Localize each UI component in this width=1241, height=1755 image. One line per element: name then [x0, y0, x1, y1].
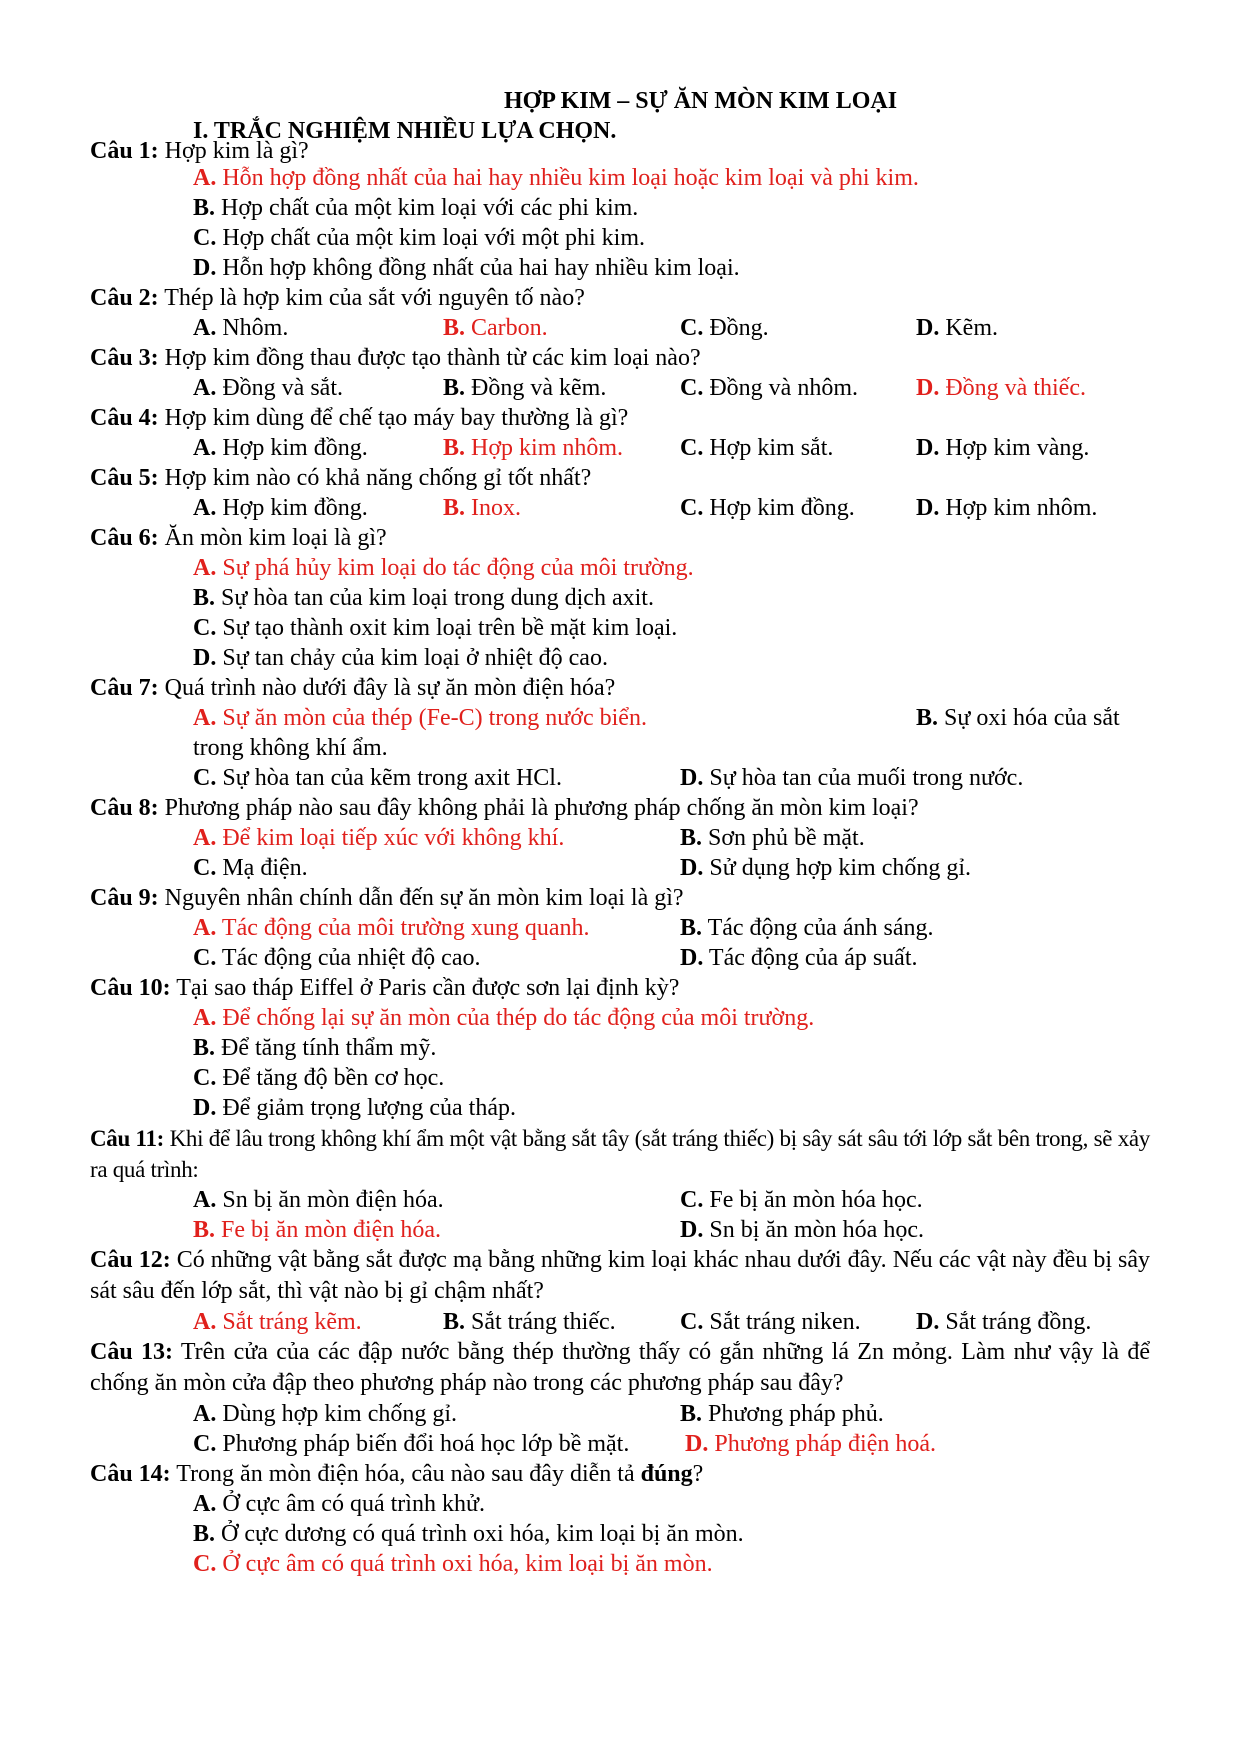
question-6: [90, 523, 1150, 554]
option-11b: B. Fe bị ăn mòn điện hóa.: [193, 1217, 441, 1243]
question-number: Câu 14:: [90, 1461, 171, 1487]
question-text: Hợp kim dùng để chế tạo máy bay thường là gì?: [164, 405, 629, 431]
question-number: Câu 2:: [90, 285, 159, 311]
question-text: Khi để lâu trong không khí ẩm một vật bằng sắt tây (sắt tráng thiếc) bị sây sát sâu tới lớp sắt bên trong, sẽ xảy ra quá trình:: [90, 1126, 1151, 1182]
option-7b-continuation: trong không khí ẩm.: [193, 735, 388, 761]
question-7: [90, 673, 1150, 704]
option-6b: B. Sự hòa tan của kim loại trong dung dịch axit.: [193, 585, 654, 611]
option-2d: D. Kẽm.: [916, 315, 998, 341]
question-text: Hợp kim nào có khả năng chống gỉ tốt nhất?: [164, 465, 592, 491]
option-4d: D. Hợp kim vàng.: [916, 435, 1090, 461]
option-6d: D. Sự tan chảy của kim loại ở nhiệt độ cao.: [193, 645, 608, 671]
question-number: Câu 7:: [90, 675, 159, 701]
option-7b: B. Sự oxi hóa của sắt: [916, 705, 1120, 731]
option-2c: C. Đồng.: [680, 315, 769, 341]
question-number: Câu 9:: [90, 885, 159, 911]
question-text-end: ?: [692, 1461, 704, 1487]
option-13b: B. Phương pháp phủ.: [680, 1401, 884, 1427]
option-14a: A. Ở cực âm có quá trình khử.: [193, 1491, 485, 1517]
option-7d: D. Sự hòa tan của muối trong nước.: [680, 765, 1024, 791]
option-5c: C. Hợp kim đồng.: [680, 495, 855, 521]
question-number: Câu 4:: [90, 405, 159, 431]
question-14: [90, 1459, 1150, 1490]
question-number: Câu 11:: [90, 1126, 165, 1151]
option-11a: A. Sn bị ăn mòn điện hóa.: [193, 1187, 444, 1213]
question-2: [90, 283, 1150, 314]
option-4a: A. Hợp kim đồng.: [193, 435, 368, 461]
question-12: [90, 1245, 1150, 1307]
option-3d: D. Đồng và thiếc.: [916, 375, 1086, 401]
question-4: [90, 403, 1150, 434]
question-text: Thép là hợp kim của sắt với nguyên tố nào?: [164, 285, 585, 311]
option-10c: C. Để tăng độ bền cơ học.: [193, 1065, 445, 1091]
option-12d: D. Sắt tráng đồng.: [916, 1309, 1092, 1335]
option-11c: C. Fe bị ăn mòn hóa học.: [680, 1187, 923, 1213]
question-number: Câu 6:: [90, 525, 159, 551]
question-text: Hợp kim đồng thau được tạo thành từ các kim loại nào?: [164, 345, 701, 371]
option-12c: C. Sắt tráng niken.: [680, 1309, 861, 1335]
question-number: Câu 12:: [90, 1247, 171, 1273]
option-2a: A. Nhôm.: [193, 315, 289, 341]
question-number: Câu 10:: [90, 975, 171, 1001]
option-3a: A. Đồng và sắt.: [193, 375, 343, 401]
option-1c: C. Hợp chất của một kim loại với một phi kim.: [193, 225, 646, 251]
question-number: Câu 3:: [90, 345, 159, 371]
question-3: [90, 343, 1150, 374]
option-12a: A. Sắt tráng kẽm.: [193, 1309, 362, 1335]
question-10: [90, 973, 1150, 1004]
option-5a: A. Hợp kim đồng.: [193, 495, 368, 521]
option-8b: B. Sơn phủ bề mặt.: [680, 825, 865, 851]
question-13: [90, 1337, 1150, 1399]
option-13a: A. Dùng hợp kim chống gỉ.: [193, 1401, 458, 1427]
option-8d: D. Sử dụng hợp kim chống gỉ.: [680, 855, 972, 881]
question-number: Câu 1:: [90, 138, 159, 164]
option-3b: B. Đồng và kẽm.: [443, 375, 607, 401]
option-5b: B. Inox.: [443, 495, 522, 521]
option-4c: C. Hợp kim sắt.: [680, 435, 834, 461]
question-text: Tại sao tháp Eiffel ở Paris cần được sơn lại định kỳ?: [176, 975, 680, 1001]
question-5: [90, 463, 1150, 494]
option-12b: B. Sắt tráng thiếc.: [443, 1309, 616, 1335]
option-6a: A. Sự phá hủy kim loại do tác động của môi trường.: [193, 555, 694, 581]
option-4b: B. Hợp kim nhôm.: [443, 435, 624, 461]
question-9: [90, 883, 1150, 914]
option-3c: C. Đồng và nhôm.: [680, 375, 858, 401]
option-7c: C. Sự hòa tan của kẽm trong axit HCl.: [193, 765, 562, 791]
option-2b: B. Carbon.: [443, 315, 548, 341]
option-11d: D. Sn bị ăn mòn hóa học.: [680, 1217, 924, 1243]
option-13d: D. Phương pháp điện hoá.: [685, 1431, 937, 1457]
option-1d: D. Hỗn hợp không đồng nhất của hai hay nhiều kim loại.: [193, 255, 740, 281]
option-9d: D. Tác động của áp suất.: [680, 945, 918, 971]
question-number: Câu 13:: [90, 1339, 173, 1365]
option-9a: A. Tác động của môi trường xung quanh.: [193, 915, 590, 941]
option-10b: B. Để tăng tính thẩm mỹ.: [193, 1035, 437, 1061]
question-text: Ăn mòn kim loại là gì?: [164, 525, 387, 551]
question-text: Phương pháp nào sau đây không phải là phương pháp chống ăn mòn kim loại?: [164, 795, 919, 821]
option-14b: B. Ở cực dương có quá trình oxi hóa, kim loại bị ăn mòn.: [193, 1521, 744, 1547]
option-8c: C. Mạ điện.: [193, 855, 308, 881]
option-9b: B. Tác động của ánh sáng.: [680, 915, 934, 941]
option-14c: C. Ở cực âm có quá trình oxi hóa, kim loại bị ăn mòn.: [193, 1551, 713, 1577]
question-11: [90, 1123, 1150, 1185]
question-text: Trong ăn mòn điện hóa, câu nào sau đây diễn tả: [176, 1461, 641, 1487]
option-6c: C. Sự tạo thành oxit kim loại trên bề mặt kim loại.: [193, 615, 678, 641]
page-title: HỢP KIM – SỰ ĂN MÒN KIM LOẠI: [503, 88, 898, 114]
option-5d: D. Hợp kim nhôm.: [916, 495, 1098, 521]
question-number: Câu 8:: [90, 795, 159, 821]
question-text: Nguyên nhân chính dẫn đến sự ăn mòn kim loại là gì?: [164, 885, 684, 911]
option-7a: A. Sự ăn mòn của thép (Fe-C) trong nước biển.: [193, 705, 647, 731]
question-text: Trên cửa của các đập nước bằng thép thường thấy có gắn những lá Zn mỏng. Làm như vậy là để chống ăn mòn cửa đập theo phương pháp nào trong các phương pháp sau đây?: [90, 1339, 1150, 1396]
question-text: Quá trình nào dưới đây là sự ăn mòn điện hóa?: [164, 675, 616, 701]
option-10a: A. Để chống lại sự ăn mòn của thép do tác động của môi trường.: [193, 1005, 815, 1031]
question-8: [90, 793, 1150, 824]
option-9c: C. Tác động của nhiệt độ cao.: [193, 945, 481, 971]
option-8a: A. Để kim loại tiếp xúc với không khí.: [193, 825, 565, 851]
option-1b: B. Hợp chất của một kim loại với các phi kim.: [193, 195, 639, 221]
option-13c: C. Phương pháp biến đổi hoá học lớp bề mặt.: [193, 1431, 630, 1457]
question-text-emphasis: đúng: [640, 1461, 693, 1487]
option-1a: A. Hỗn hợp đồng nhất của hai hay nhiều kim loại hoặc kim loại và phi kim.: [193, 165, 919, 191]
question-number: Câu 5:: [90, 465, 159, 491]
question-text: Có những vật bằng sắt được mạ bằng những kim loại khác nhau dưới đây. Nếu các vật này đều bị sây sát sâu đến lớp sắt, thì vật nào bị gỉ chậm nhất?: [90, 1247, 1151, 1304]
section-heading: I. TRẮC NGHIỆM NHIỀU LỰA CHỌN.: [193, 118, 617, 144]
question-text: Hợp kim là gì?: [164, 138, 309, 164]
option-10d: D. Để giảm trọng lượng của tháp.: [193, 1095, 516, 1121]
